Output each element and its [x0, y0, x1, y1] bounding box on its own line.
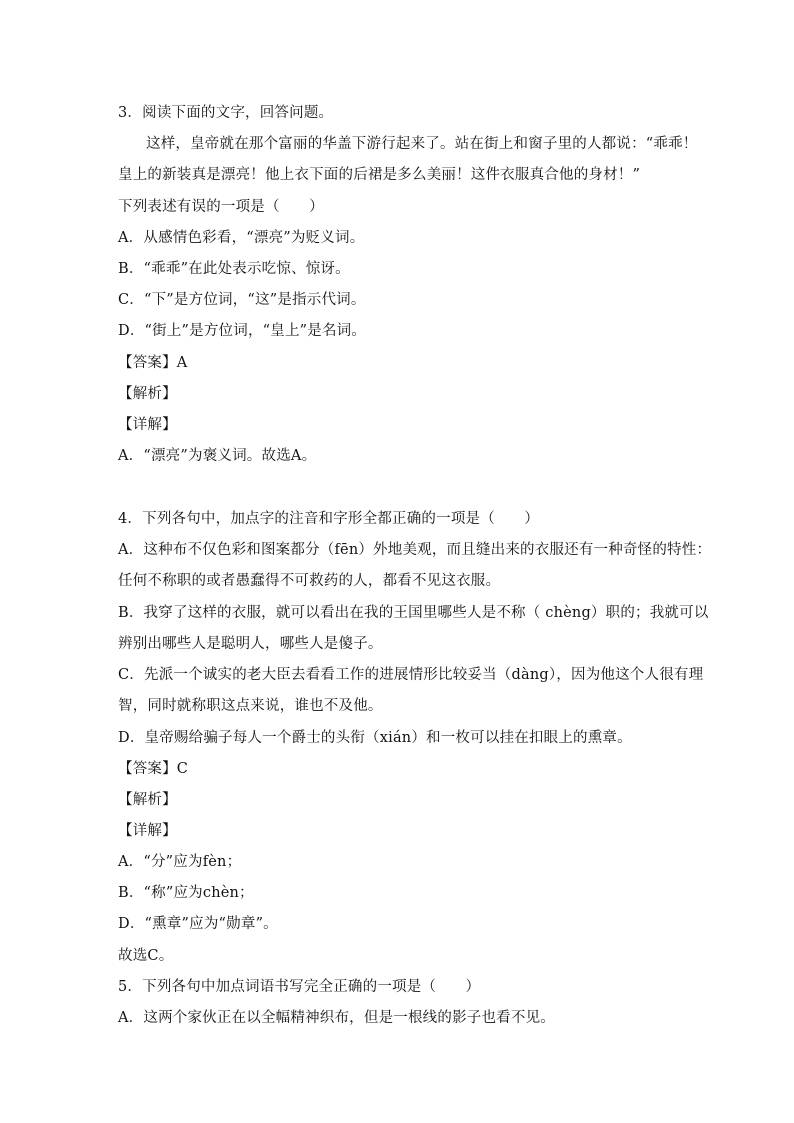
q3-option-b: B．“乖乖”在此处表示吃惊、惊讶。	[118, 261, 350, 277]
q3-passage-line-1: 这样，皇帝就在那个富丽的华盖下游行起来了。站在街上和窗子里的人都说：“乖乖！	[146, 136, 698, 152]
q3-option-d: D．“街上”是方位词，“皇上”是名词。	[118, 323, 367, 339]
q4-option-a-line-1: A．这种布不仅色彩和图案都分（fēn）外地美观，而且缝出来的衣服还有一种奇怪的特性：	[118, 542, 712, 558]
q3-detail-heading: 【详解】	[118, 417, 177, 433]
q3-passage-line-2: 皇上的新装真是漂亮！他上衣下面的后裙是多么美丽！这件衣服真合他的身材！”	[118, 167, 641, 183]
q4-detail-line-1: A．“分”应为fèn；	[118, 854, 242, 870]
q4-conclusion: 故选C。	[118, 948, 174, 964]
q4-option-c-line-1: C．先派一个诚实的老大臣去看看工作的进展情形比较妥当（dàng），因为他这个人很有理	[118, 667, 704, 683]
q4-analysis-heading: 【解析】	[118, 792, 177, 808]
q3-stem: 3．阅读下面的文字，回答问题。	[118, 105, 334, 121]
q3-option-c: C．“下”是方位词，“这”是指示代词。	[118, 292, 366, 308]
q4-option-c-line-2: 智，同时就称职这点来说，谁也不及他。	[118, 698, 383, 714]
q4-detail-line-3: D．“熏章”应为“勋章”。	[118, 916, 278, 932]
q3-analysis-heading: 【解析】	[118, 386, 177, 402]
q4-option-d: D．皇帝赐给骗子每人一个爵士的头衔（xián）和一枚可以挂在扣眼上的熏章。	[118, 730, 632, 746]
q4-detail-line-2: B．“称”应为chèn；	[118, 885, 254, 901]
q4-detail-heading: 【详解】	[118, 823, 177, 839]
q3-question: 下列表述有误的一项是（ ）	[118, 199, 324, 215]
q4-option-b-line-1: B．我穿了这样的衣服，就可以看出在我的王国里哪些人是不称（ chèng）职的；我就可以	[118, 605, 709, 621]
q5-stem: 5．下列各句中加点词语书写完全正确的一项是（ ）	[118, 979, 481, 995]
q3-option-a: A．从感情色彩看，“漂亮”为贬义词。	[118, 230, 365, 246]
q4-answer: 【答案】C	[118, 761, 189, 777]
q4-stem: 4．下列各句中，加点字的注音和字形全都正确的一项是（ ）	[118, 511, 540, 527]
q4-option-a-line-2: 任何不称职的或者愚蠢得不可救药的人，都看不见这衣服。	[118, 573, 501, 589]
q3-detail-line-1: A．“漂亮”为褒义词。故选A。	[118, 448, 317, 464]
q4-option-b-line-2: 辨别出哪些人是聪明人，哪些人是傻子。	[118, 636, 383, 652]
q3-answer: 【答案】A	[118, 355, 188, 371]
q5-option-a: A．这两个家伙正在以全幅精神织布，但是一根线的影子也看不见。	[118, 1010, 555, 1026]
